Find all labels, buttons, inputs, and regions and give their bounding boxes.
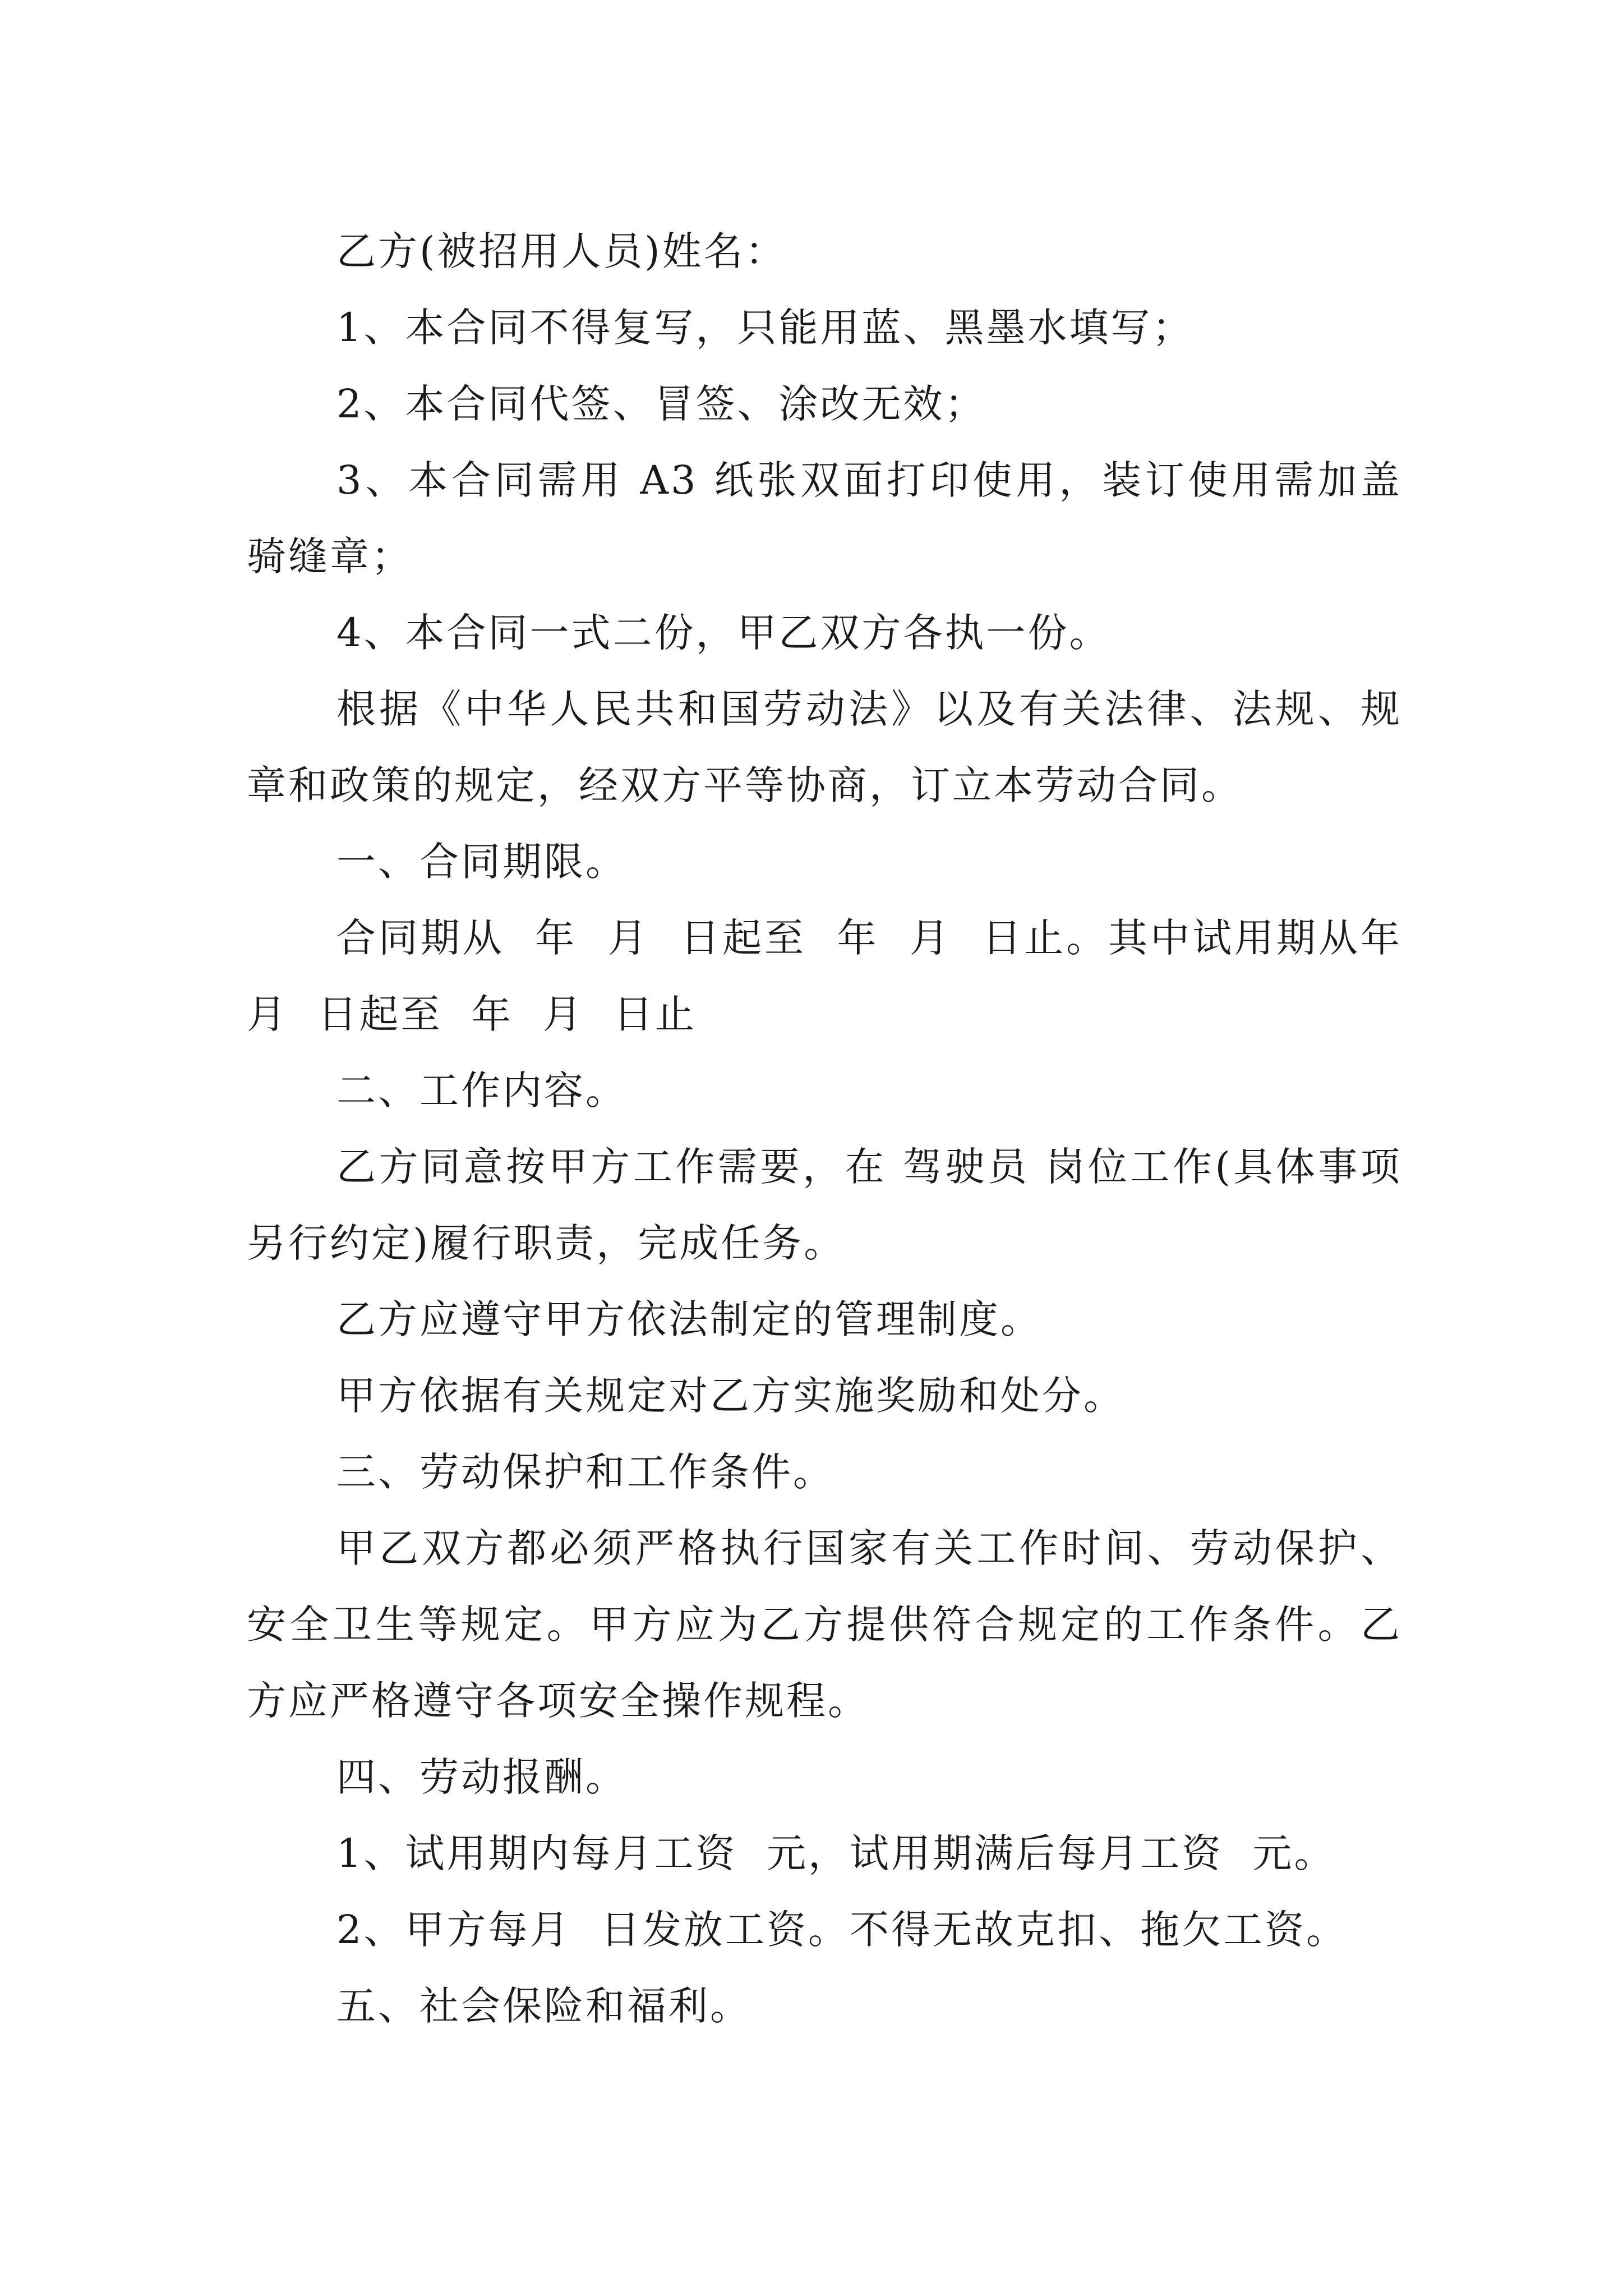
employee-name-line: 乙方(被招用人员)姓名： [336, 228, 787, 274]
section-heading-term: 一、合同期限。 [336, 839, 627, 885]
note-item-3: 3、本合同需用 A3 纸张双面打印使用，装订使用需加盖骑缝章； [247, 457, 1402, 579]
protection-paragraph: 甲乙双方都必须严格执行国家有关工作时间、劳动保护、安全卫生等规定。甲方应为乙方提供符合规定的工作条件。乙方应严格遵守各项安全操作规程。 [247, 1525, 1402, 1724]
note-item-2: 2、本合同代签、冒签、涂改无效； [336, 381, 986, 427]
note-item-4: 4、本合同一式二份，甲乙双方各执一份。 [336, 610, 1111, 656]
section-heading-work-content: 二、工作内容。 [336, 1068, 627, 1114]
remuneration-item-1: 1、试用期内每月工资 元，试用期满后每月工资 元。 [336, 1830, 1336, 1876]
section-heading-protection: 三、劳动保护和工作条件。 [336, 1449, 834, 1495]
work-content-paragraph-2: 乙方应遵守甲方依法制定的管理制度。 [336, 1296, 1042, 1342]
remuneration-item-2: 2、甲方每月 日发放工资。不得无故克扣、拖欠工资。 [336, 1907, 1348, 1953]
section-heading-remuneration: 四、劳动报酬。 [336, 1754, 627, 1800]
work-content-paragraph-1: 乙方同意按甲方工作需要，在 驾驶员 岗位工作(具体事项另行约定)履行职责，完成任务。 [247, 1144, 1402, 1266]
preamble-paragraph: 根据《中华人民共和国劳动法》以及有关法律、法规、规章和政策的规定，经双方平等协商，订立本劳动合同。 [247, 686, 1402, 808]
work-content-paragraph-3: 甲方依据有关规定对乙方实施奖励和处分。 [336, 1373, 1125, 1419]
contract-body [247, 213, 1432, 2044]
note-item-1: 1、本合同不得复写，只能用蓝、黑墨水填写； [336, 305, 1194, 351]
section-heading-insurance: 五、社会保险和福利。 [336, 1983, 751, 2029]
term-paragraph: 合同期从 年 月 日起至 年 月 日止。其中试用期从年 月 日起至 年 月 日止 [247, 915, 1432, 1037]
